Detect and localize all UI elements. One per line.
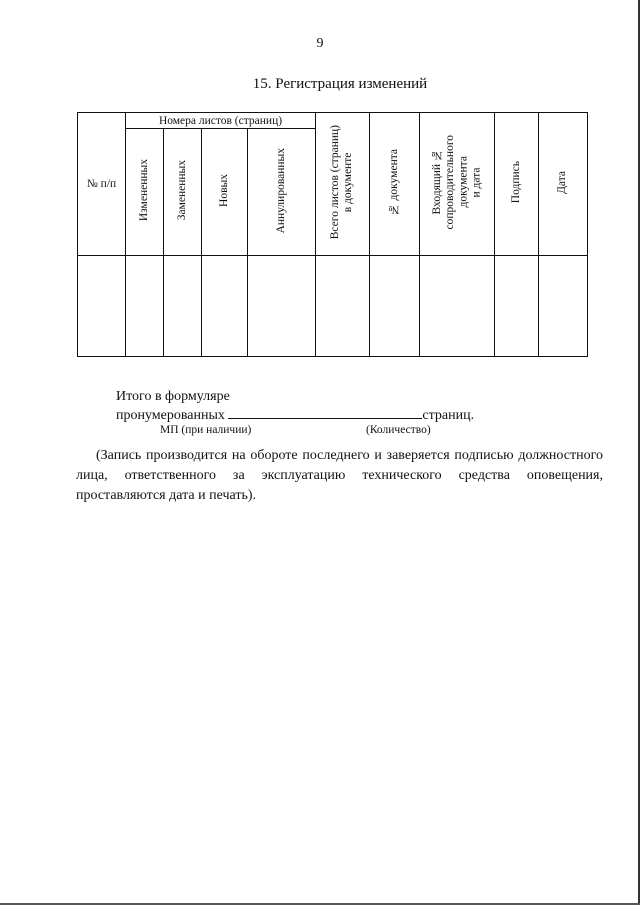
section-title: 15. Регистрация изменений xyxy=(252,76,428,92)
table-cell xyxy=(316,256,370,357)
subheader-changed: Измененных xyxy=(126,129,164,256)
header-sheet-numbers: Номера листов (страниц) xyxy=(126,113,316,129)
table-cell xyxy=(420,256,495,357)
stamp-label: МП (при наличии) xyxy=(160,424,252,436)
quantity-blank-line xyxy=(228,405,422,419)
subheader-new: Новых xyxy=(202,129,248,256)
table-cell xyxy=(78,256,126,357)
changes-register-table xyxy=(77,112,588,357)
page-number: 9 xyxy=(316,36,324,51)
table-cell xyxy=(370,256,420,357)
table-cell xyxy=(126,256,164,357)
table-header-row xyxy=(78,113,588,129)
header-signature: Подпись xyxy=(495,113,539,256)
table-row xyxy=(78,256,588,357)
total-prefix: пронумерованных xyxy=(116,408,225,423)
header-date: Дата xyxy=(539,113,588,256)
subheader-cancelled: Аннулированных xyxy=(248,129,316,256)
table-cell xyxy=(202,256,248,357)
total-line-2 xyxy=(116,405,474,424)
header-incoming-document: Входящий № сопроводительного документа и дата xyxy=(420,113,495,256)
header-number: № п/п xyxy=(78,113,126,256)
quantity-label: (Количество) xyxy=(366,424,431,436)
total-suffix: страниц. xyxy=(422,408,475,423)
header-document-number: № документа xyxy=(370,113,420,256)
registration-note: (Запись производится на обороте последнего и заверяется подписью должностного лица, ответственного за эксплуатацию технического средства оповещения, проставляются дата и печать). xyxy=(76,448,603,503)
table-cell xyxy=(164,256,202,357)
table-cell xyxy=(248,256,316,357)
subheader-replaced: Замененных xyxy=(164,129,202,256)
table-cell xyxy=(539,256,588,357)
header-total-sheets: Всего листов (страниц) в документе xyxy=(316,113,370,256)
total-line-1: Итого в формуляре xyxy=(116,389,230,404)
table-cell xyxy=(495,256,539,357)
